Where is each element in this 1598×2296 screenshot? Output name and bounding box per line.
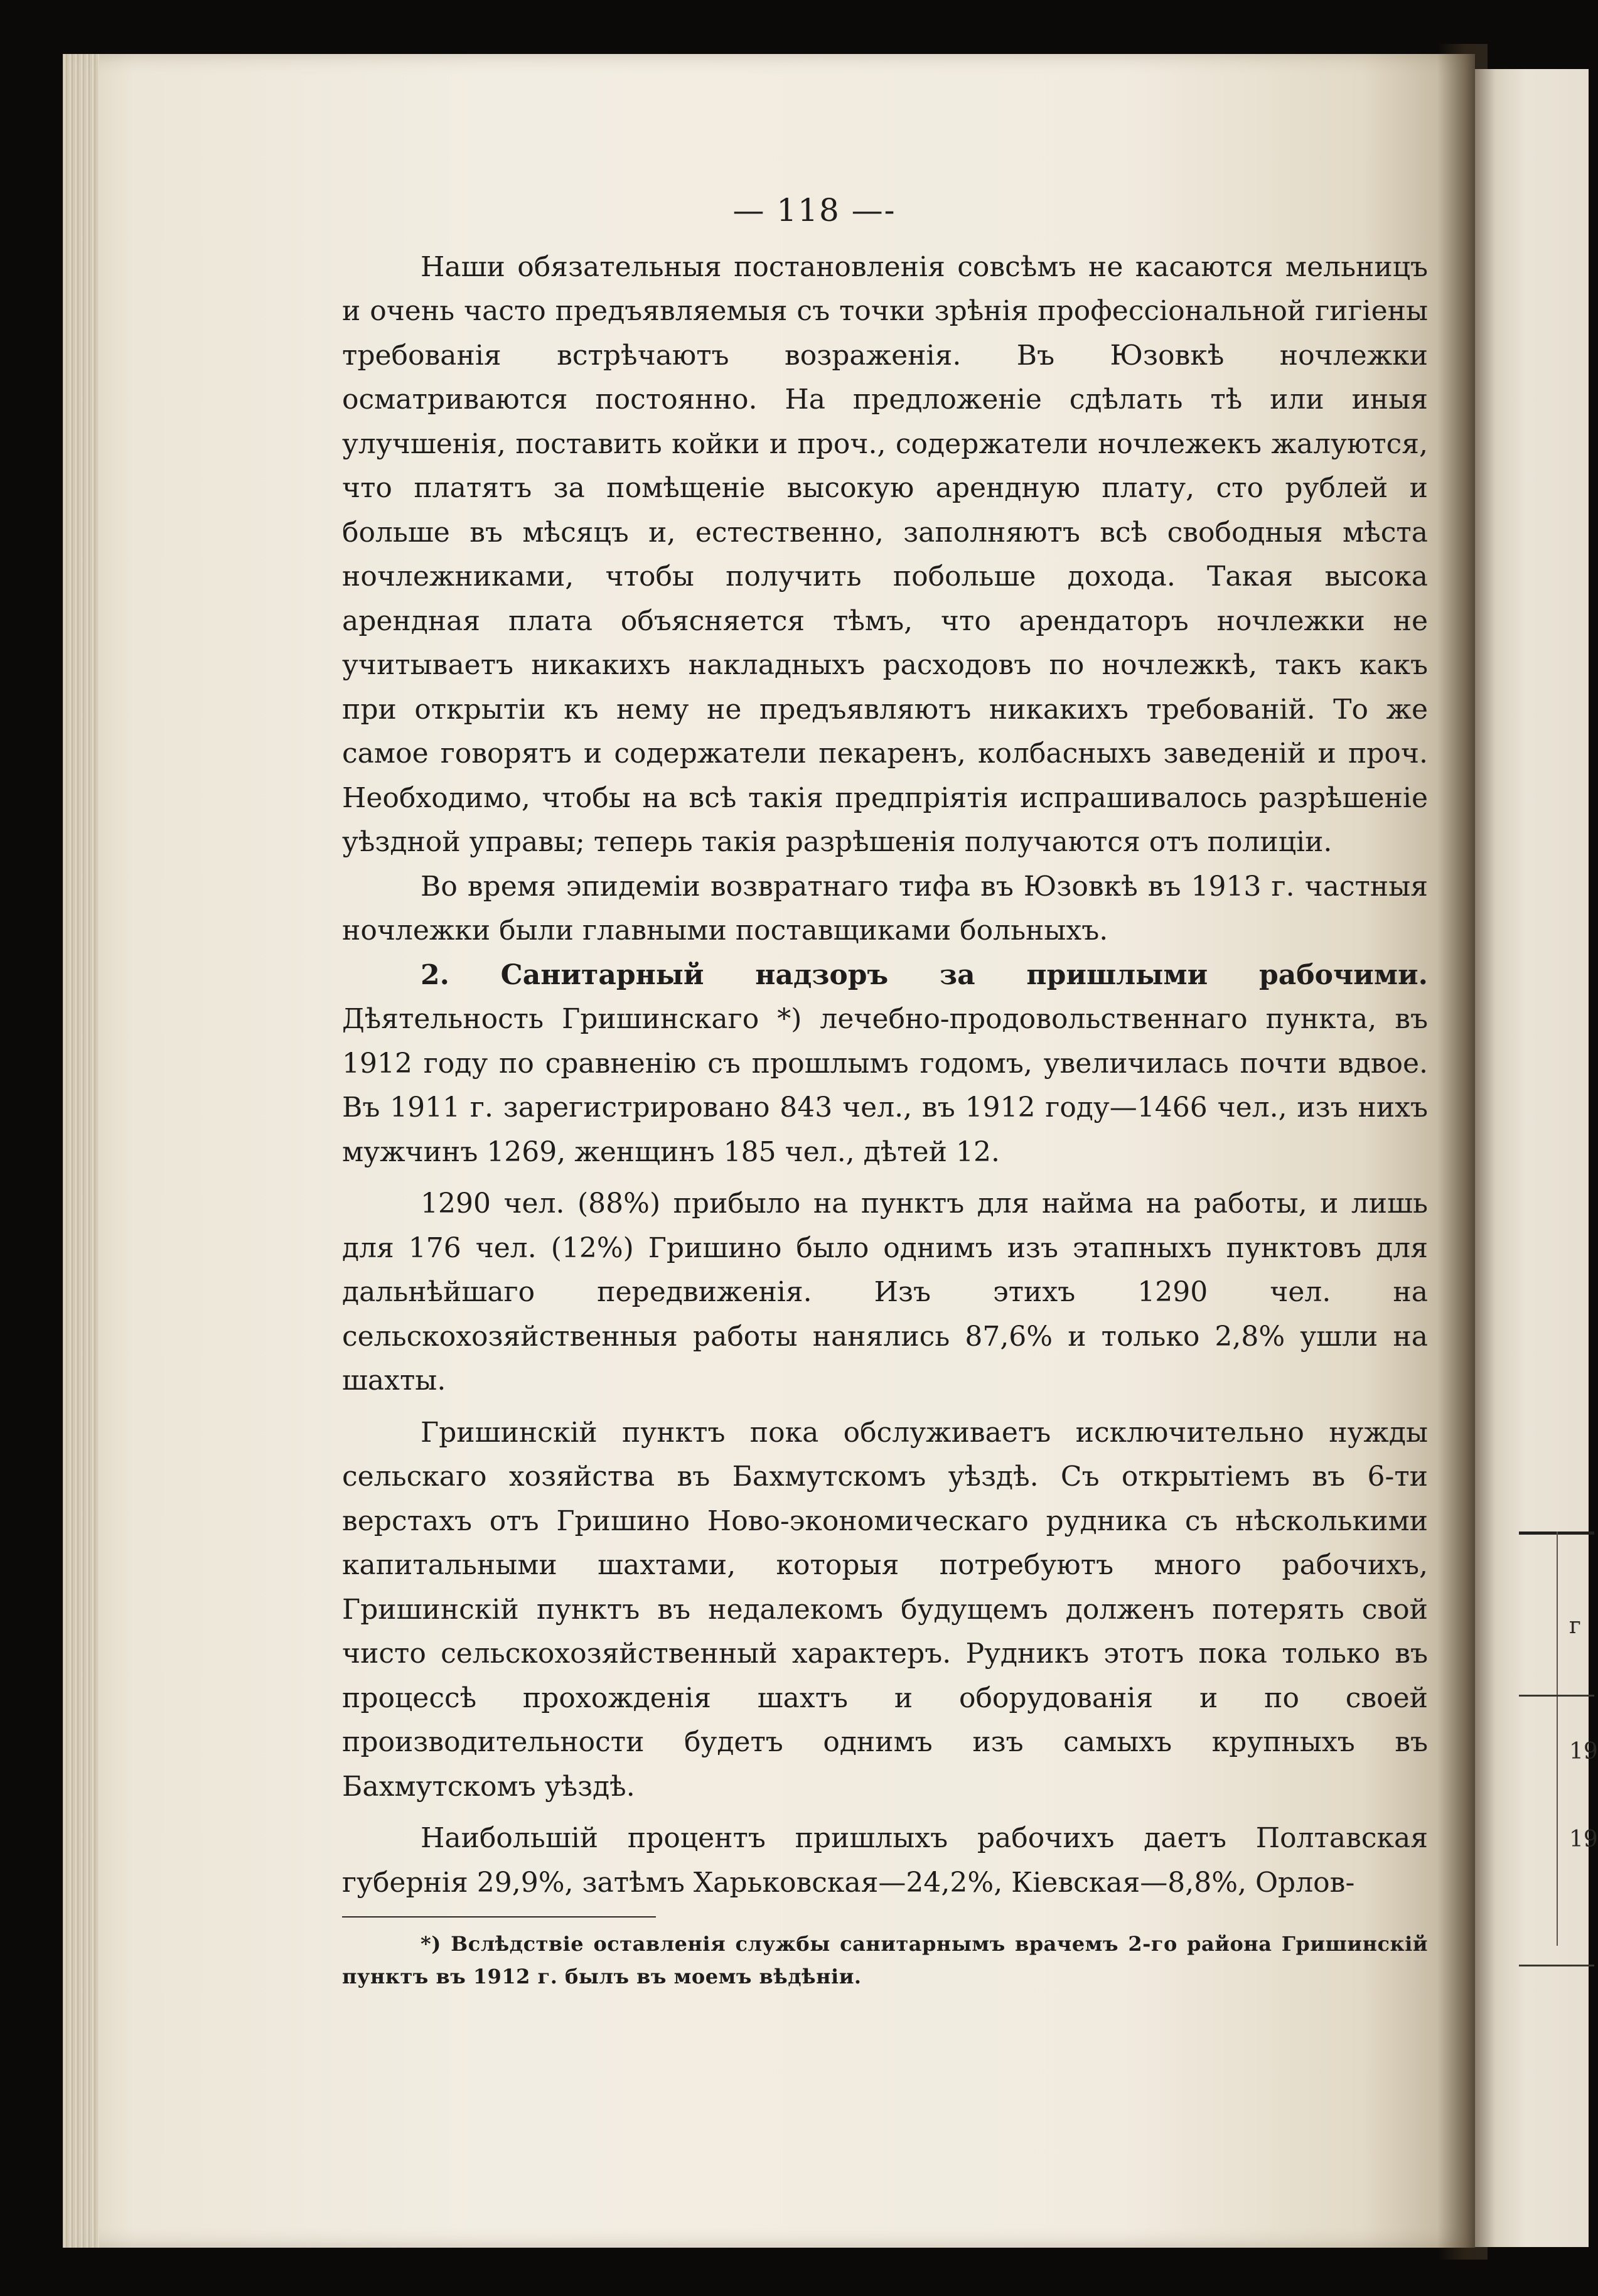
paragraph: Гришинскій пунктъ пока обслуживаетъ исключительно нужды сельскаго хозяйства въ Бахмутскомъ уѣздѣ. Съ открытіемъ въ 6-ти верстахъ отъ Гришино Ново-экономическаго рудника съ нѣсколькими капитальными шахтами, которыя потребуютъ много рабочихъ, Гришинскій пунктъ въ недалекомъ будущемъ долженъ потерять свой чисто сельскохозяйственный характеръ. Рудникъ этотъ пока только въ процессѣ прохожденія шахтъ и оборудованія и по своей производительности будетъ однимъ изъ самыхъ крупныхъ въ Бахмутскомъ уѣздѣ. bbox=[342, 1416, 1428, 1803]
page-text bbox=[342, 188, 1428, 1993]
section-paragraph bbox=[342, 953, 1428, 1175]
section-text: Дѣятельность Гришинскаго *) лечебно-продовольственнаго пункта, въ 1912 году по сравненію съ прошлымъ годомъ, увеличилась почти вдвое. Въ 1911 г. зарегистрировано 843 чел., въ 1912 году—1466 чел., изъ нихъ мужчинъ 1269, женщинъ 185 чел., дѣтей 12. bbox=[342, 1003, 1428, 1168]
footnote: *) Вслѣдствіе оставленія службы санитарнымъ врачемъ 2-го района Гришинскій пунктъ въ 1912 г. былъ въ моемъ вѣдѣніи. bbox=[342, 1932, 1428, 1988]
page-number: — 118 —- bbox=[732, 192, 896, 228]
table-rule bbox=[1519, 1695, 1594, 1697]
table-column-rule bbox=[1557, 1532, 1558, 1946]
adjacent-table-fragment bbox=[1519, 1532, 1598, 2002]
footnote-rule bbox=[342, 1916, 656, 1918]
table-cell: 19 bbox=[1569, 1827, 1598, 1852]
paragraph: Наибольшій процентъ пришлыхъ рабочихъ даетъ Полтавская губернія 29,9%, затѣмъ Харьковская—24,2%, Кіевская—8,8%, Орлов- bbox=[342, 1822, 1428, 1899]
section-heading: 2. Санитарный надзоръ за пришлыми рабочими. bbox=[421, 958, 1428, 991]
paragraph: Во время эпидеміи возвратнаго тифа въ Юзовкѣ въ 1913 г. частныя ночлежки были главными поставщиками больныхъ. bbox=[342, 870, 1428, 947]
page-edges bbox=[63, 54, 99, 2248]
paragraph: Наши обязательныя постановленія совсѣмъ не касаются мельницъ и очень часто предъявляемыя съ точки зрѣнія профессіональной гигіены требованія встрѣчаютъ возраженія. Въ Юзовкѣ ночлежки осматриваются постоянно. На предложеніе сдѣлать тѣ или иныя улучшенія, поставить койки и проч., содержатели ночлежекъ жалуются, что платятъ за помѣщеніе высокую арендную плату, сто рублей и больше въ мѣсяцъ и, естественно, заполняютъ всѣ свободныя мѣста ночлежниками, чтобы получить побольше дохода. Такая высока арендная плата объясняется тѣмъ, что арендаторъ ночлежки не учитываетъ никакихъ накладныхъ расходовъ по ночлежкѣ, такъ какъ при открытіи къ нему не предъявляютъ никакихъ требованій. То же самое говорятъ и содержатели пекаренъ, колбасныхъ заведеній и проч. Необходимо, чтобы на всѣ такія предпріятія испрашивалось разрѣшеніе уѣздной управы; теперь такія разрѣшенія получаются отъ полиціи. bbox=[342, 250, 1428, 858]
paragraph: 1290 чел. (88%) прибыло на пунктъ для найма на работы, и лишь для 176 чел. (12%) Гришино было однимъ изъ этапныхъ пунктовъ для дальнѣйшаго передвиженія. Изъ этихъ 1290 чел. на сельскохозяйственныя работы нанялись 87,6% и только 2,8% ушли на шахты. bbox=[342, 1188, 1428, 1397]
table-cell: 19 bbox=[1569, 1739, 1598, 1764]
table-cell: г bbox=[1569, 1613, 1581, 1639]
table-rule bbox=[1519, 1965, 1594, 1966]
